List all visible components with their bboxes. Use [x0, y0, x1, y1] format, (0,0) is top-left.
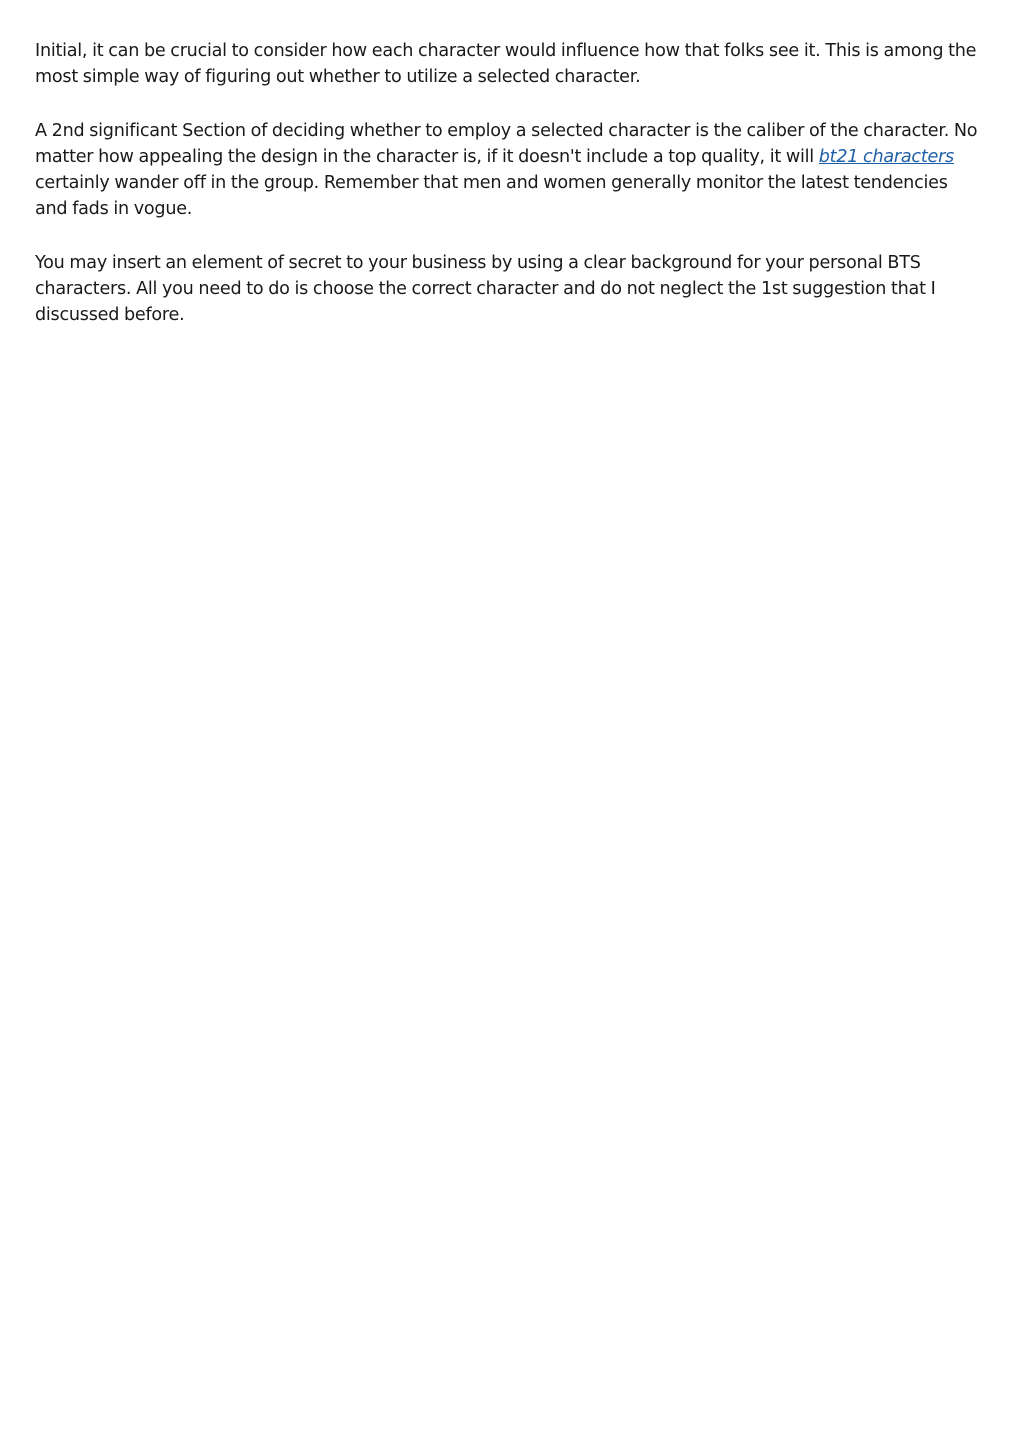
bt21-characters-link[interactable]: bt21 characters — [818, 147, 954, 167]
paragraph-2-text-after: certainly wander off in the group. Remember that men and women generally monitor the latest tendencies and fads in vogue. — [35, 173, 948, 219]
paragraph-2 — [35, 118, 980, 222]
paragraph-3-text: You may insert an element of secret to your business by using a clear background for your personal BTS characters. All you need to do is choose the correct character and do not neglect the 1st suggestion that I discussed before. — [35, 253, 936, 325]
document-body — [35, 38, 980, 356]
paragraph-1-text: Initial, it can be crucial to consider how each character would influence how that folks see it. This is among the most simple way of figuring out whether to utilize a selected character. — [35, 41, 977, 87]
paragraph-1 — [35, 38, 980, 90]
paragraph-3 — [35, 250, 980, 328]
paragraph-2-text-before: A 2nd significant Section of deciding whether to employ a selected character is the caliber of the character. No matter how appealing the design in the character is, if it doesn't include a top quality, it will — [35, 121, 978, 167]
